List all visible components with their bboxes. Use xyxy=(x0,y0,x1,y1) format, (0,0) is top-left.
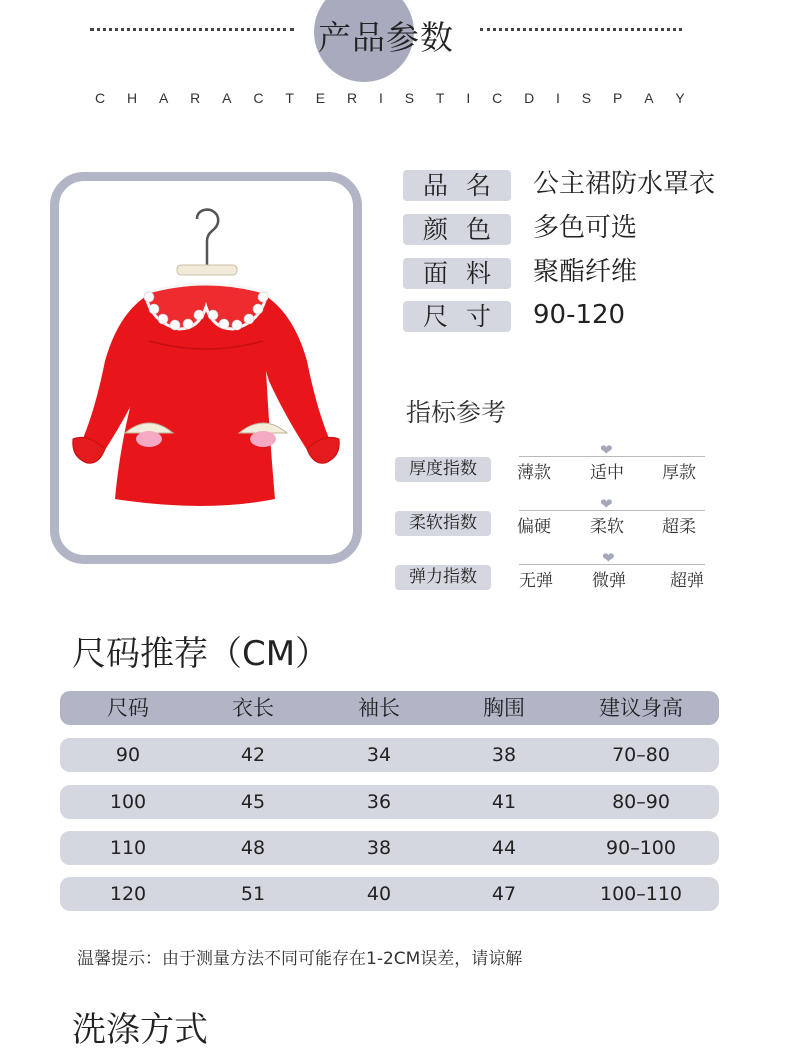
param-value: 聚酯纤维 xyxy=(533,257,638,287)
table-cell: 70–80 xyxy=(612,744,670,766)
subtitle-letter: R xyxy=(346,90,358,106)
page-title: 产品参数 xyxy=(318,18,454,57)
product-image xyxy=(59,181,353,555)
table-cell: 38 xyxy=(366,837,392,859)
table-header-cell: 衣长 xyxy=(232,696,274,720)
table-cell: 100 xyxy=(109,791,147,813)
subtitle-letter: T xyxy=(285,90,294,106)
header-divider-left xyxy=(90,28,294,31)
table-cell: 42 xyxy=(240,744,266,766)
table-row xyxy=(60,877,719,911)
page-subtitle xyxy=(95,90,685,106)
indicator-option: 薄款 xyxy=(517,463,551,483)
table-cell: 45 xyxy=(240,791,266,813)
subtitle-letter: C xyxy=(492,90,503,106)
param-label: 品名 xyxy=(403,170,511,201)
subtitle-letter: S xyxy=(581,90,592,106)
indicator-title: 指标参考 xyxy=(406,398,507,427)
table-header-cell: 建议身高 xyxy=(599,696,683,720)
subtitle-letter: P xyxy=(613,90,623,106)
header-divider-right xyxy=(480,28,682,31)
indicator-option: 适中 xyxy=(590,463,624,483)
indicator-selected-heart-icon: ❤ xyxy=(602,549,615,567)
subtitle-letter: D xyxy=(524,90,535,106)
table-cell: 110 xyxy=(109,837,147,859)
subtitle-letter: I xyxy=(378,90,383,106)
indicator-label: 柔软指数 xyxy=(395,511,491,536)
table-cell: 100–110 xyxy=(599,883,683,905)
indicator-option: 超弹 xyxy=(670,571,704,591)
table-cell: 47 xyxy=(491,883,517,905)
subtitle-letter: S xyxy=(404,90,415,106)
indicator-option: 超柔 xyxy=(662,517,696,537)
param-value: 公主裙防水罩衣 xyxy=(533,169,716,199)
table-cell: 48 xyxy=(240,837,266,859)
indicator-option: 柔软 xyxy=(590,517,624,537)
subtitle-letter: C xyxy=(253,90,264,106)
subtitle-letter: H xyxy=(126,90,138,106)
wash-section-title: 洗涤方式 xyxy=(72,1010,208,1050)
table-cell: 90 xyxy=(115,744,141,766)
table-cell: 51 xyxy=(240,883,266,905)
indicator-selected-heart-icon: ❤ xyxy=(600,441,613,459)
table-row xyxy=(60,738,719,772)
table-row xyxy=(60,785,719,819)
param-label: 颜色 xyxy=(403,214,511,245)
indicator-option: 无弹 xyxy=(519,571,553,591)
indicator-option: 厚款 xyxy=(662,463,696,483)
table-cell: 38 xyxy=(491,744,517,766)
subtitle-letter: Y xyxy=(675,90,685,106)
param-label: 面料 xyxy=(403,258,511,289)
subtitle-letter: I xyxy=(466,90,471,106)
table-cell: 36 xyxy=(366,791,392,813)
subtitle-letter: I xyxy=(556,90,560,106)
size-section-title: 尺码推荐（CM） xyxy=(72,634,330,674)
product-image-frame xyxy=(50,172,362,564)
table-header-row xyxy=(60,691,719,725)
indicator-selected-heart-icon: ❤ xyxy=(600,495,613,513)
table-cell: 44 xyxy=(491,837,517,859)
table-cell: 90–100 xyxy=(606,837,676,859)
table-cell: 80–90 xyxy=(612,791,670,813)
indicator-label: 弹力指数 xyxy=(395,565,491,590)
indicator-option: 偏硬 xyxy=(517,517,551,537)
subtitle-letter: C xyxy=(95,90,106,106)
subtitle-letter: R xyxy=(190,90,201,106)
subtitle-letter: E xyxy=(315,90,326,106)
table-header-cell: 尺码 xyxy=(107,696,149,720)
subtitle-letter: A xyxy=(158,90,169,106)
table-cell: 34 xyxy=(366,744,392,766)
subtitle-letter: A xyxy=(644,90,654,106)
indicator-label: 厚度指数 xyxy=(395,457,491,482)
measurement-note: 温馨提示：由于测量方法不同可能存在1-2CM误差，请谅解 xyxy=(77,949,523,969)
indicator-option: 微弹 xyxy=(592,571,626,591)
param-value: 90-120 xyxy=(533,300,626,330)
param-label: 尺寸 xyxy=(403,301,511,332)
table-cell: 40 xyxy=(366,883,392,905)
param-value: 多色可选 xyxy=(533,213,638,243)
table-header-cell: 胸围 xyxy=(483,696,525,720)
table-cell: 120 xyxy=(109,883,147,905)
subtitle-letter: T xyxy=(435,90,445,106)
subtitle-letter: A xyxy=(222,90,232,106)
table-row xyxy=(60,831,719,865)
table-header-cell: 袖长 xyxy=(358,696,400,720)
table-cell: 41 xyxy=(491,791,517,813)
